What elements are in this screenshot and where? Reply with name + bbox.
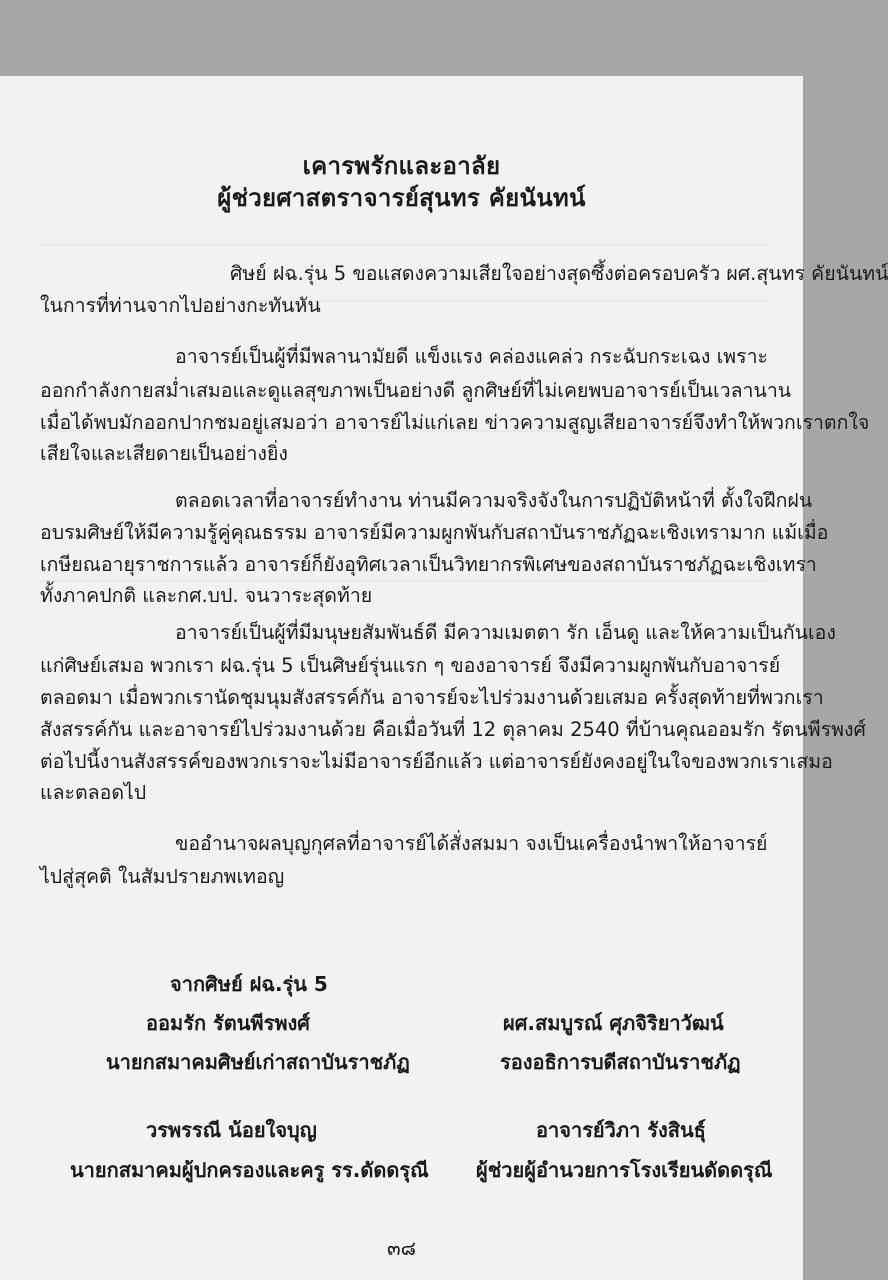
signature-title-left1: นายกสมาคมศิษย์เก่าสถาบันราชภัฏ: [106, 1050, 410, 1074]
paragraph-line: ทั้งภาคปกติ และกศ.บป. จนวาระสุดท้าย: [40, 584, 373, 607]
signature-name-left1: ออมรัก รัตนพีรพงศ์: [146, 1011, 310, 1035]
signature-title-left2: นายกสมาคมผู้ปกครองและครู รร.ดัดดรุณี: [70, 1158, 429, 1182]
paragraph-line: ไปสู่สุคติ ในสัมปรายภพเทอญ: [40, 865, 285, 888]
bleed-through: [40, 244, 770, 246]
paragraph-line: เสียใจและเสียดายเป็นอย่างยิ่ง: [40, 442, 288, 465]
paragraph-line: อบรมศิษย์ให้มีความรู้คู่คุณธรรม อาจารย์มีความผูกพันกับสถาบันราชภัฏฉะเชิงเทรามาก แม้เมื่อ: [40, 521, 829, 544]
paragraph-line: เกษียณอายุราชการแล้ว อาจารย์ก็ยังอุทิศเวลาเป็นวิทยากรพิเศษของสถาบันราชภัฏฉะเชิงเทรา: [40, 553, 817, 576]
paragraph-line: ศิษย์ ฝฉ.รุ่น 5 ขอแสดงความเสียใจอย่างสุดซึ้งต่อครอบครัว ผศ.สุนทร คัยนันทน์: [230, 262, 888, 285]
signature-title-right2: ผู้ช่วยผู้อำนวยการโรงเรียนดัดดรุณี: [476, 1158, 773, 1182]
document-title-line1: เคารพรักและอาลัย: [302, 152, 501, 180]
paragraph-line: และตลอดไป: [40, 781, 147, 804]
paragraph-line: อาจารย์เป็นผู้ที่มีพลานามัยดี แข็งแรง คล่องแคล่ว กระฉับกระเฉง เพราะ: [175, 345, 768, 368]
paragraph-line: เมื่อได้พบมักออกปากชมอยู่เสมอว่า อาจารย์ไม่แก่เลย ข่าวความสูญเสียอาจารย์จึงทำให้พวกเราตกใจ: [40, 411, 870, 434]
paragraph-line: ขออำนาจผลบุญกุศลที่อาจารย์ได้สั่งสมมา จงเป็นเครื่องนำพาให้อาจารย์: [175, 832, 768, 855]
signature-title-right1: รองอธิการบดีสถาบันราชภัฏ: [500, 1050, 741, 1074]
paragraph-line: ในการที่ท่านจากไปอย่างกะทันหัน: [40, 294, 321, 317]
paragraph-line: ตลอดมา เมื่อพวกเรานัดชุมนุมสังสรรค์กัน อาจารย์จะไปร่วมงานด้วยเสมอ ครั้งสุดท้ายที่พวกเรา: [40, 686, 824, 709]
paragraph-line: ตลอดเวลาที่อาจารย์ทำงาน ท่านมีความจริงจังในการปฏิบัติหน้าที่ ตั้งใจฝึกฝน: [175, 489, 813, 512]
signature-name-left2: วรพรรณี น้อยใจบุญ: [146, 1118, 317, 1142]
signature-group-from: จากศิษย์ ฝฉ.รุ่น 5: [170, 972, 328, 996]
paragraph-line: ออกกำลังกายสม่ำเสมอและดูแลสุขภาพเป็นอย่างดี ลูกศิษย์ที่ไม่เคยพบอาจารย์เป็นเวลานาน: [40, 379, 792, 402]
signature-name-right2: อาจารย์วิภา รังสินธุ์: [536, 1118, 706, 1142]
page-number: ๓๘: [386, 1236, 417, 1260]
paragraph-line: แก่ศิษย์เสมอ พวกเรา ฝฉ.รุ่น 5 เป็นศิษย์รุ่นแรก ๆ ของอาจารย์ จึงมีความผูกพันกับอาจารย์: [40, 654, 781, 677]
paragraph-line: อาจารย์เป็นผู้ที่มีมนุษยสัมพันธ์ดี มีความเมตตา รัก เอ็นดู และให้ความเป็นกันเอง: [175, 621, 836, 644]
paragraph-line: ต่อไปนี้งานสังสรรค์ของพวกเราจะไม่มีอาจารย์อีกแล้ว แต่อาจารย์ยังคงอยู่ในใจของพวกเราเสมอ: [40, 750, 833, 773]
signature-name-right1: ผศ.สมบูรณ์ ศุภจิริยาวัฒน์: [503, 1011, 724, 1035]
paragraph-line: สังสรรค์กัน และอาจารย์ไปร่วมงานด้วย คือเมื่อวันที่ 12 ตุลาคม 2540 ที่บ้านคุณออมรัก รัตนพีรพงศ์: [40, 718, 866, 741]
document-title-line2: ผู้ช่วยศาสตราจารย์สุนทร คัยนันทน์: [217, 184, 586, 212]
